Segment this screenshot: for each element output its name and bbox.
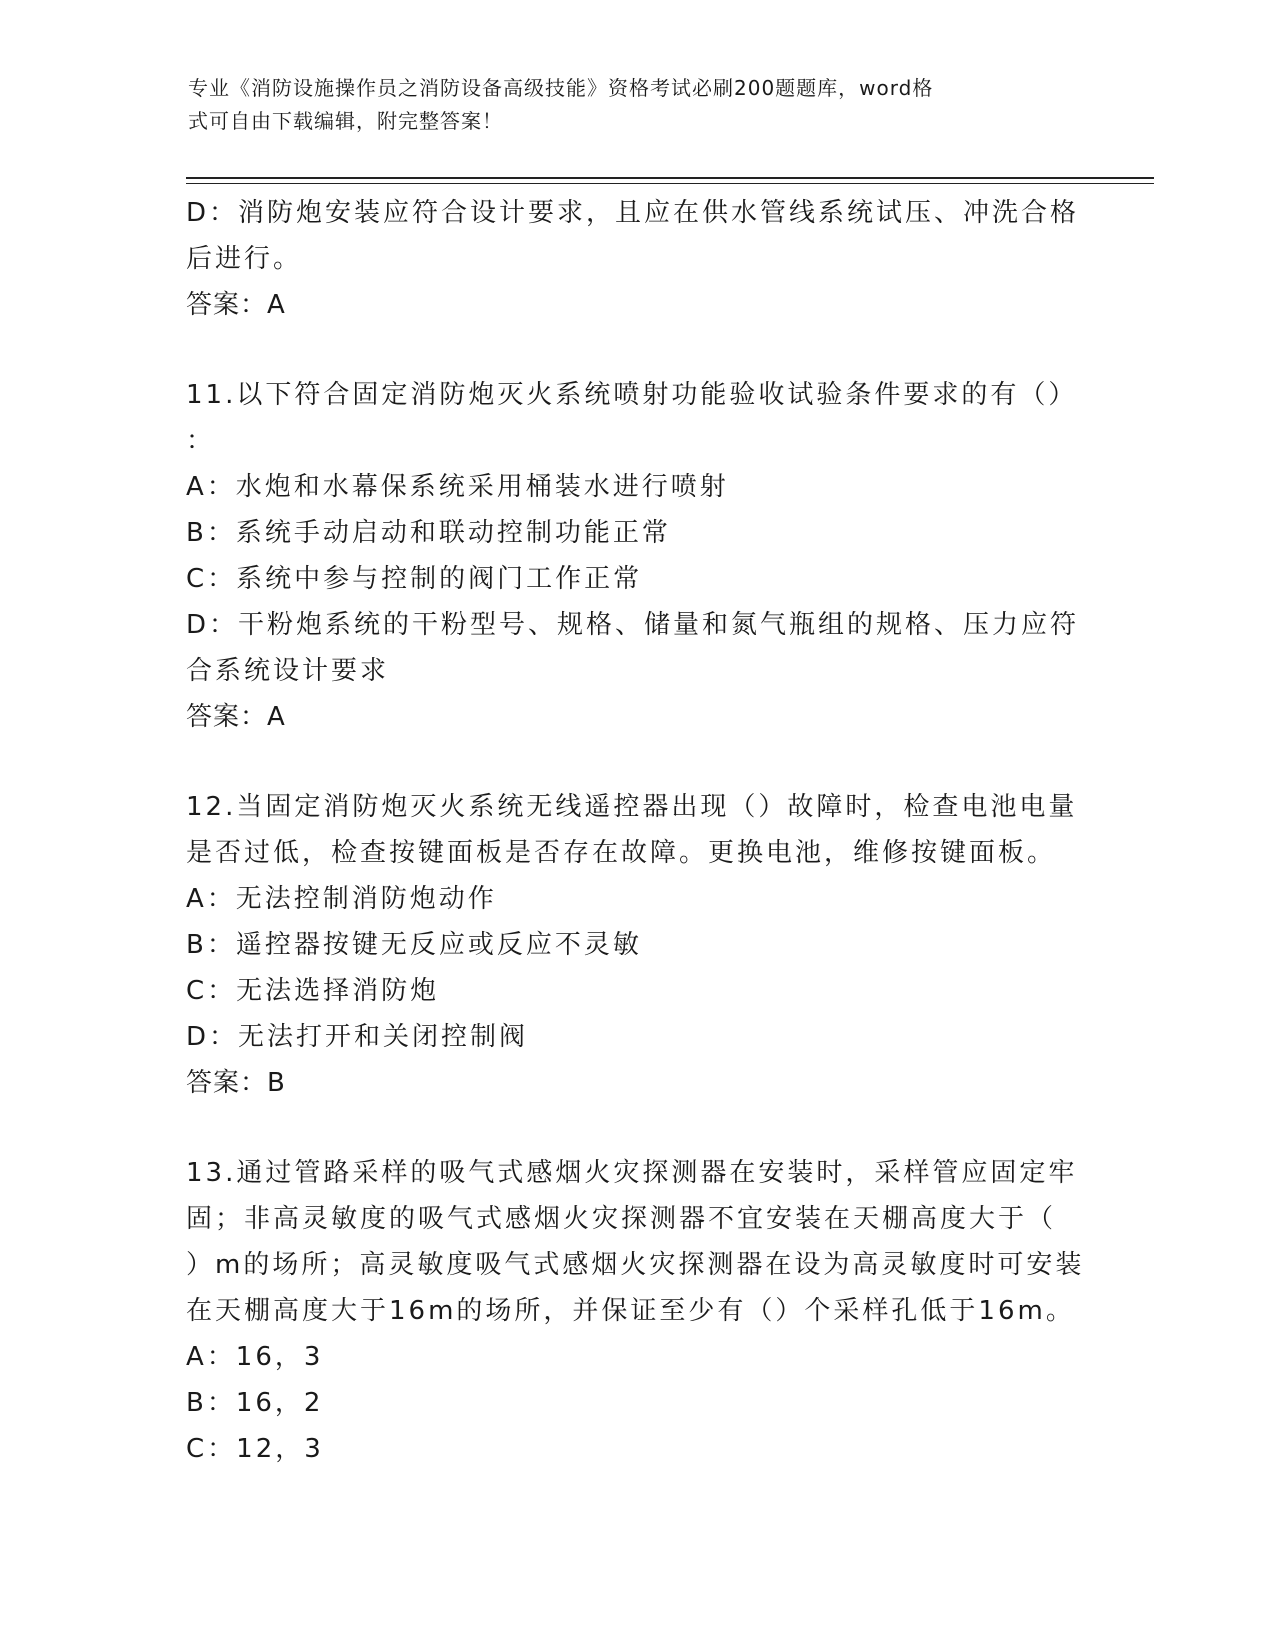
header-line-1: 专业《消防设施操作员之消防设备高级技能》资格考试必刷200题题库，word格: [188, 76, 934, 100]
option-a: A：16，3: [186, 1342, 324, 1372]
option-d: D：消防炮安装应符合设计要求，且应在供水管线系统试压、冲洗合格: [186, 198, 1080, 228]
document-header: [188, 72, 1068, 138]
option-b: B：16，2: [186, 1388, 324, 1418]
option-a: A：水炮和水幕保系统采用桶装水进行喷射: [186, 472, 729, 502]
question-stem-line-2: 固；非高灵敏度的吸气式感烟火灾探测器不宜安装在天棚高度大于（: [186, 1204, 1057, 1234]
question-stem: 11.以下符合固定消防炮灭火系统喷射功能验收试验条件要求的有（）: [186, 380, 1078, 410]
question-stem-continued: 是否过低，检查按键面板是否存在故障。更换电池，维修按键面板。: [186, 838, 1057, 868]
option-d-continued: 合系统设计要求: [186, 656, 390, 686]
question-10-tail: [186, 190, 1086, 328]
option-a: A：无法控制消防炮动作: [186, 884, 497, 914]
question-11: [186, 372, 1086, 740]
option-d: D：干粉炮系统的干粉型号、规格、储量和氮气瓶组的规格、压力应符: [186, 610, 1080, 640]
option-c: C：12，3: [186, 1434, 324, 1464]
question-13: [186, 1150, 1086, 1472]
question-12: [186, 784, 1086, 1106]
header-divider: [186, 177, 1154, 179]
answer-text: 答案：A: [186, 702, 286, 732]
option-d: D：无法打开和关闭控制阀: [186, 1022, 529, 1052]
question-stem: 13.通过管路采样的吸气式感烟火灾探测器在安装时，采样管应固定牢: [186, 1158, 1078, 1188]
header-divider-thin: [186, 183, 1154, 184]
question-list: [186, 190, 1086, 1472]
option-c: C：系统中参与控制的阀门工作正常: [186, 564, 643, 594]
question-stem-continued: ：: [186, 426, 216, 456]
question-stem-line-4: 在天棚高度大于16m的场所，并保证至少有（）个采样孔低于16m。: [186, 1296, 1075, 1326]
option-b: B：遥控器按键无反应或反应不灵敏: [186, 930, 642, 960]
answer-text: 答案：B: [186, 1068, 286, 1098]
option-b: B：系统手动启动和联动控制功能正常: [186, 518, 671, 548]
question-stem-line-3: ）m的场所；高灵敏度吸气式感烟火灾探测器在设为高灵敏度时可安装: [186, 1250, 1085, 1280]
option-d-continued: 后进行。: [186, 244, 303, 274]
question-stem: 12.当固定消防炮灭火系统无线遥控器出现（）故障时，检查电池电量: [186, 792, 1078, 822]
option-c: C：无法选择消防炮: [186, 976, 440, 1006]
header-line-2: 式可自由下载编辑，附完整答案！: [188, 109, 503, 133]
answer-text: 答案：A: [186, 290, 286, 320]
